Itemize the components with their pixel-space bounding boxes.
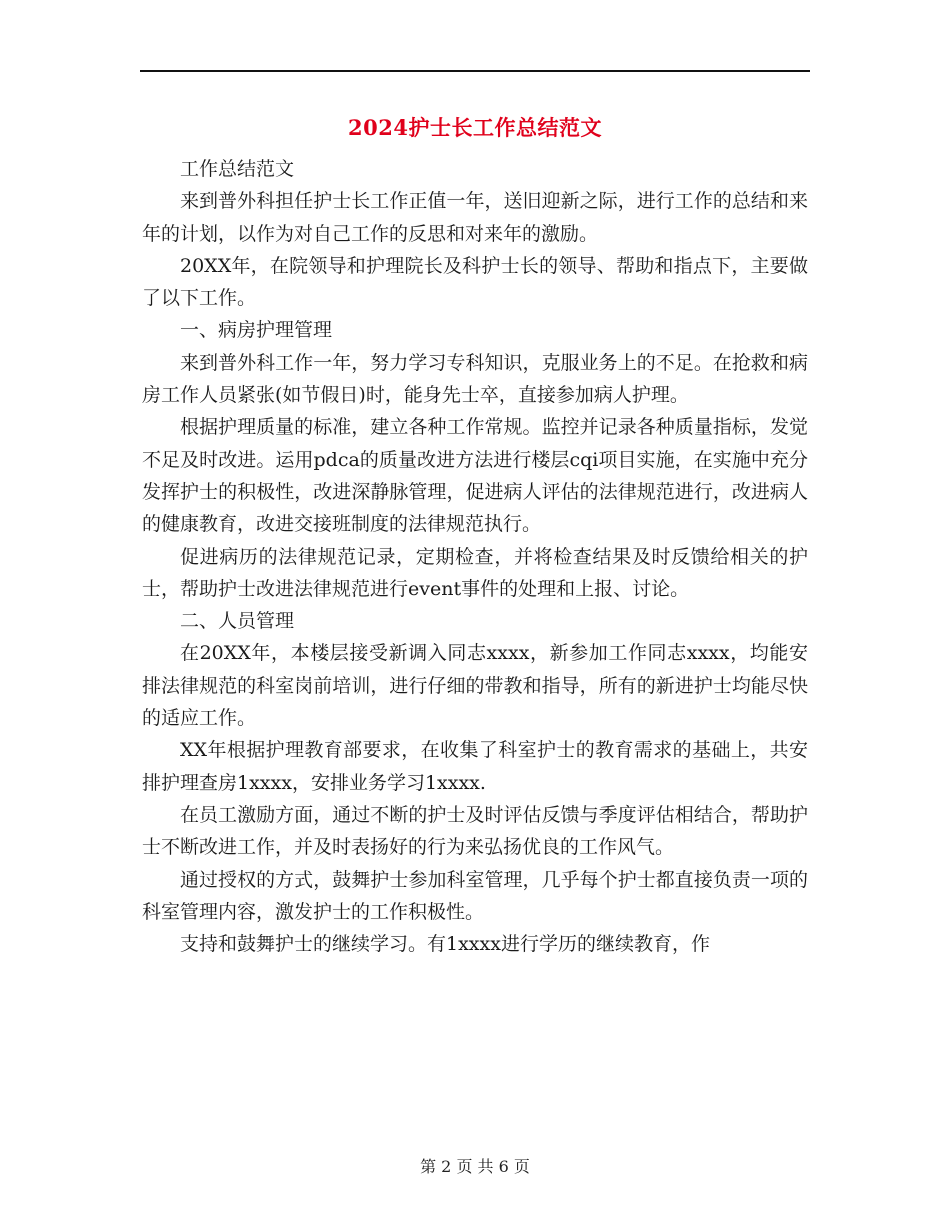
paragraph-subtitle: 工作总结范文 <box>180 158 295 180</box>
header-rule <box>140 70 810 72</box>
paragraph: XX年根据护理教育部要求，在收集了科室护士的教育需求的基础上，共安排护理查房1xxxx，安排业务学习1xxxx. <box>142 739 808 794</box>
document-body <box>142 153 808 960</box>
document-title: 2024护士长工作总结范文 <box>348 115 602 140</box>
section-heading-ward-management: 一、病房护理管理 <box>180 319 333 342</box>
paragraph: 促进病历的法律规范记录，定期检查，并将检查结果及时反馈给相关的护士，帮助护士改进法律规范进行event事件的处理和上报、讨论。 <box>142 545 808 600</box>
section-heading-staff-management: 二、人员管理 <box>180 610 295 633</box>
page-footer <box>0 1154 950 1177</box>
paragraph: 在员工激励方面，通过不断的护士及时评估反馈与季度评估相结合，帮助护士不断改进工作，并及时表扬好的行为来弘扬优良的工作风气。 <box>142 803 808 859</box>
paragraph: 来到普外科工作一年，努力学习专科知识，克服业务上的不足。在抢救和病房工作人员紧张(如节假日)时，能身先士卒，直接参加病人护理。 <box>142 351 808 407</box>
paragraph: 支持和鼓舞护士的继续学习。有1xxxx进行学历的继续教育，作 <box>180 933 710 956</box>
paragraph: 通过授权的方式，鼓舞护士参加科室管理，几乎每个护士都直接负责一项的科室管理内容，激发护士的工作积极性。 <box>142 868 808 923</box>
paragraph: 根据护理质量的标准，建立各种工作常规。监控并记录各种质量指标，发觉不足及时改进。运用pdca的质量改进方法进行楼层cqi项目实施，在实施中充分发挥护士的积极性，改进深静脉管理，促进病人评估的法律规范进行，改进病人的健康教育，改进交接班制度的法律规范执行。 <box>142 416 808 536</box>
paragraph: 在20XX年，本楼层接受新调入同志xxxx，新参加工作同志xxxx，均能安排法律规范的科室岗前培训，进行仔细的带教和指导，所有的新进护士均能尽快的适应工作。 <box>142 642 808 730</box>
paragraph: 20XX年，在院领导和护理院长及科护士长的领导、帮助和指点下，主要做了以下工作。 <box>142 254 808 310</box>
paragraph: 来到普外科担任护士长工作正值一年，送旧迎新之际，进行工作的总结和来年的计划，以作为对自己工作的反思和对来年的激励。 <box>142 190 808 245</box>
page-number-label: 第 2 页 共 6 页 <box>420 1157 530 1176</box>
